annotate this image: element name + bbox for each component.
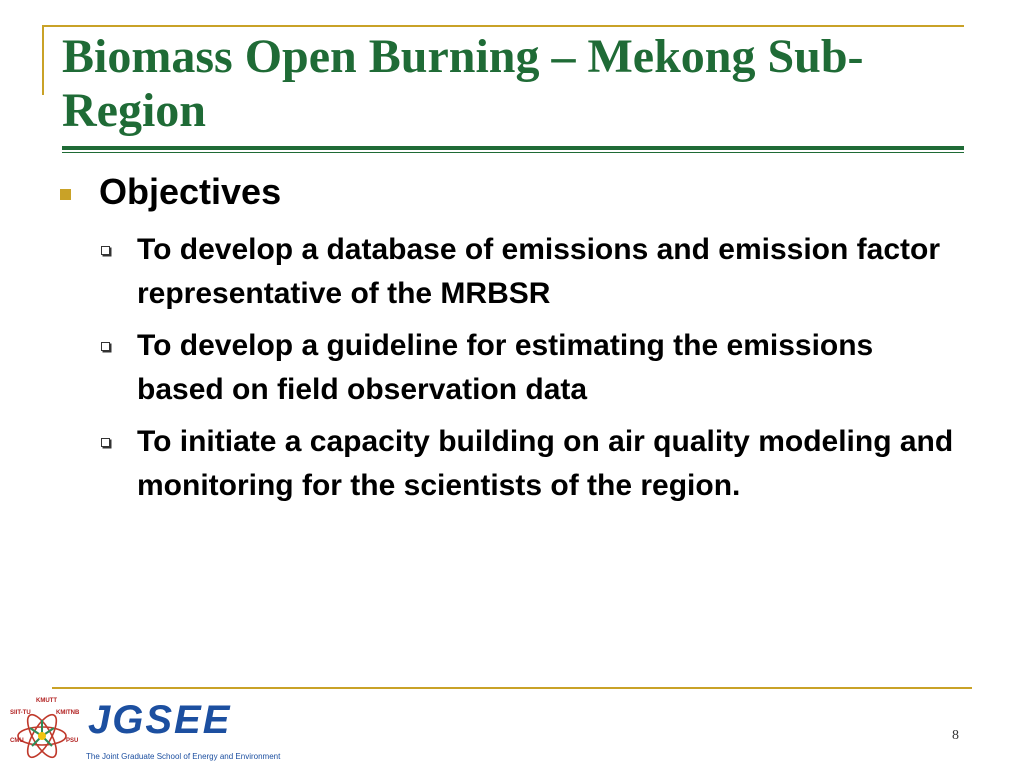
- title-underline: [62, 146, 964, 150]
- logo-tag: KMUTT: [36, 698, 57, 704]
- logo-tag: KMITNB: [56, 710, 80, 716]
- bullet-heading: Objectives: [99, 171, 282, 212]
- hollow-square-bullet-icon: [101, 342, 110, 351]
- footer-rule: [52, 687, 972, 689]
- hollow-square-bullet-icon: [101, 438, 110, 447]
- list-item-text: To develop a guideline for estimating the emissions based on field observation data: [137, 329, 874, 406]
- logo-tag: SIIT-TU: [10, 710, 31, 716]
- logo-tag: CMU: [10, 738, 24, 744]
- objectives-list: [100, 228, 960, 516]
- list-item-text: To develop a database of emissions and emission factor representative of the MRBSR: [137, 233, 940, 310]
- list-item: [100, 228, 960, 316]
- logo-subtitle: The Joint Graduate School of Energy and Environment: [86, 752, 281, 761]
- frame-left-line: [42, 25, 44, 95]
- title-underline-thin: [62, 152, 964, 153]
- logo-wordmark: JGSEE: [88, 698, 232, 742]
- logo-tag: PSU: [66, 738, 79, 744]
- page-number: 8: [952, 728, 959, 743]
- frame-top-line: [42, 25, 964, 27]
- slide-title: Biomass Open Burning – Mekong Sub-Region: [62, 30, 864, 137]
- list-item: [100, 324, 960, 412]
- atom-emblem-icon: [8, 698, 80, 766]
- list-item-text: To initiate a capacity building on air quality modeling and monitoring for the scientists of the region.: [137, 425, 954, 502]
- jgsee-logo: [8, 698, 281, 766]
- square-bullet-icon: [60, 189, 71, 200]
- list-item: [100, 420, 960, 508]
- hollow-square-bullet-icon: [101, 246, 110, 255]
- main-bullet: [60, 171, 281, 213]
